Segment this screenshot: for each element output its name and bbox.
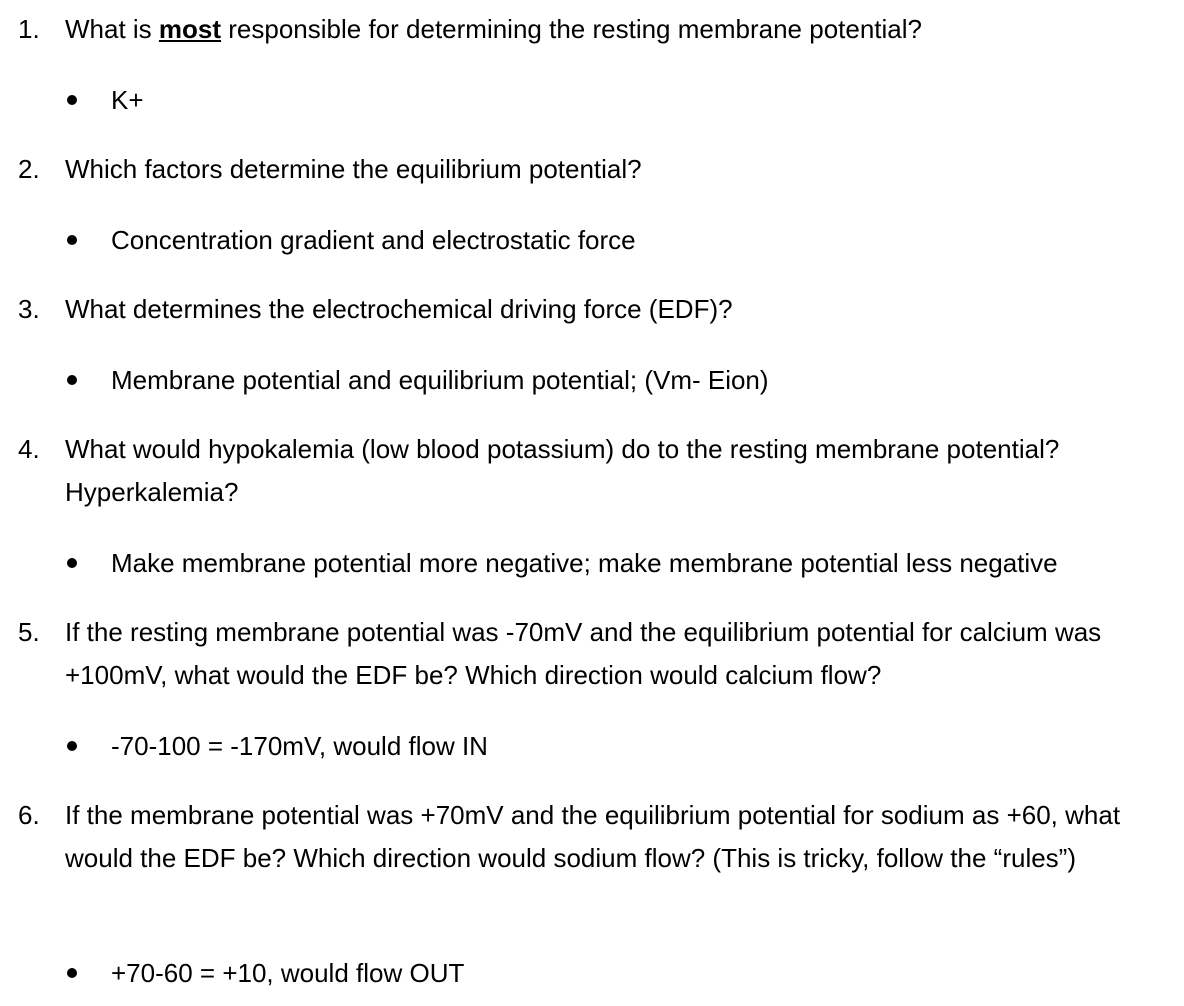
question-text: What would hypokalemia (low blood potassium) do to the resting membrane potential? Hyperkalemia? (65, 434, 1060, 507)
question-text: If the resting membrane potential was -70mV and the equilibrium potential for calcium was +100mV, what would the EDF be? Which direction would calcium flow? (65, 617, 1102, 690)
answer-text: K+ (111, 85, 144, 115)
answer-text: -70-100 = -170mV, would flow IN (111, 731, 488, 761)
answer-text: Membrane potential and equilibrium potential; (Vm- Eion) (111, 365, 769, 395)
bullet-icon (67, 95, 77, 105)
question-text: What is most responsible for determining the resting membrane potential? (65, 14, 922, 44)
question-text: What determines the electrochemical driving force (EDF)? (65, 294, 733, 324)
emphasis-most: most (158, 14, 222, 44)
bullet-icon (67, 375, 77, 385)
question-number: 5. (18, 617, 40, 647)
bullet-icon (67, 968, 77, 978)
answer-text: +70-60 = +10, would flow OUT (111, 958, 465, 988)
bullet-icon (67, 235, 77, 245)
question-text: If the membrane potential was +70mV and the equilibrium potential for sodium as +60, what would the EDF be? Which direction would sodium flow? (This is tricky, follow the “rules”) (65, 800, 1121, 873)
question-number: 3. (18, 294, 40, 324)
question-number: 2. (18, 154, 40, 184)
answer-text: Concentration gradient and electrostatic force (111, 225, 636, 255)
bullet-icon (67, 741, 77, 751)
question-number: 6. (18, 800, 40, 830)
question-text: Which factors determine the equilibrium potential? (65, 154, 642, 184)
bullet-icon (67, 558, 77, 568)
answer-text: Make membrane potential more negative; make membrane potential less negative (111, 548, 1058, 578)
question-number: 4. (18, 434, 40, 464)
question-number: 1. (18, 14, 40, 44)
